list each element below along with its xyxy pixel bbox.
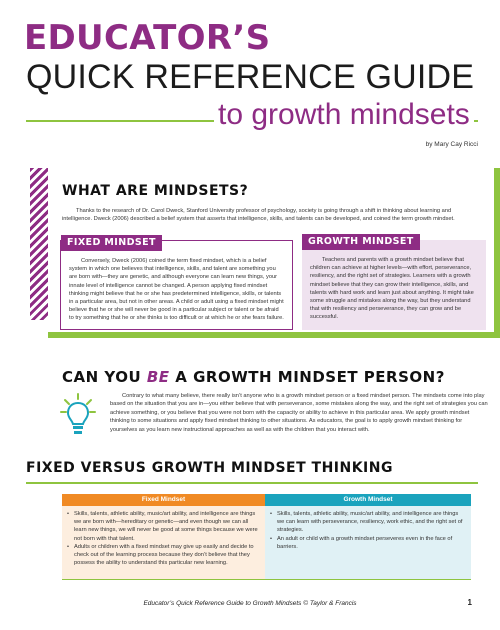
footer-text: Educator’s Quick Reference Guide to Growth Mindsets © Taylor & Francis (143, 600, 357, 607)
byline: by Mary Cay Ricci (425, 141, 478, 148)
can-you-be-heading (62, 368, 445, 386)
fixed-mindset-box (60, 237, 293, 330)
lightbulb-icon (60, 392, 96, 440)
fixed-vs-growth-rule (26, 482, 478, 484)
fixed-vs-growth-heading: FIXED VERSUS GROWTH MINDSET THINKING (26, 460, 393, 476)
heading-pre: CAN YOU (62, 368, 147, 386)
growth-mindset-text: Teachers and parents with a growth mindset believe that children can achieve at higher levels—with effort, perseverance, resiliency, and the right set of strategies. Learners with a growth mindset believe that they can grow their intelligence, skills, and talents with hard work and learn just about anything. It might take some struggle and mistakes along the way, but they understand that with resiliency and perseverance, they can grow and be successful. (310, 257, 474, 321)
fixed-mindset-heading: FIXED MINDSET (61, 235, 162, 251)
fixed-mindset-column (62, 506, 265, 580)
growth-mindset-box (302, 236, 486, 330)
list-item: • Adults or children with a fixed mindset may give up easily and decide to check out of the learning process because they don’t believe that they possess the ability to understand this particular new learning. (74, 543, 259, 568)
list-item: • An adult or child with a growth mindset perseveres even in the face of barriers. (277, 535, 465, 551)
can-you-be-text: Contrary to what many believe, there really isn’t anyone who is a growth mindset person or a fixed mindset person. The mindsets come into play based on the situation that you are in—you either believe that with perseverance, some mistakes along the way, and the right set of strategies you can achieve something, or you believe that you were not born with the capacity or ability to achieve in this particular area. We apply growth mindset thinking to some situations and apply fixed mindset thinking to other situations. As educators, the goal is to apply growth mindset thinking for yourselves as you learn new instructional approaches as well as with the children that you interact with. (110, 393, 488, 433)
what-are-mindsets-heading: WHAT ARE MINDSETS? (62, 183, 249, 199)
page-number: 1 (467, 598, 472, 607)
what-are-mindsets-intro: Thanks to the research of Dr. Carol Dweck, Stanford University professor of psychology, society is going through a shift in thinking about learning and intelligence. Dweck (2006) described a belief system that asserts that intelligence, skills, and talents can be developed, and coined the term growth mindset. (62, 208, 455, 222)
title-educators: EDUCATOR’S (24, 18, 271, 58)
growth-mindset-column-header: Growth Mindset (265, 494, 471, 506)
fixed-mindset-text: Conversely, Dweck (2006) coined the term fixed mindset, which is a belief system in which one believes that intelligence, skills, and talent are something you are born with—they are genetic, and although everyone can learn new things, your innate level of intelligence cannot be changed. A person applying fixed mindset thinking might believe that he or she has predetermined intelligence, skills, or talents in a particular area, but not in other areas. A child or adult using a fixed mindset might believe that he or she will never be good in a particular subject or talent or be afraid to try something that he or she thinks is too difficult or at which he or she fears failure. (69, 258, 284, 322)
growth-mindset-column (265, 506, 471, 580)
title-growth-mindsets: to growth mindsets (214, 98, 474, 132)
title-quick-reference-guide: QUICK REFERENCE GUIDE (26, 58, 475, 96)
fixed-mindset-column-header: Fixed Mindset (62, 494, 265, 506)
heading-post: A GROWTH MINDSET PERSON? (169, 368, 445, 386)
heading-be: BE (146, 368, 170, 386)
growth-mindset-heading: GROWTH MINDSET (302, 234, 420, 250)
list-item: • Skills, talents, athletic ability, music/art ability, and intelligence are things we are born with—hereditary or genetic—and even though we can all learn new things, we will never be good at some things because we were not born with that talent. (74, 510, 259, 543)
list-item: • Skills, talents, athletic ability, music/art ability, and intelligence are things we can learn with perseverance, resiliency, work ethic, and the right set of strategies. (277, 510, 465, 535)
